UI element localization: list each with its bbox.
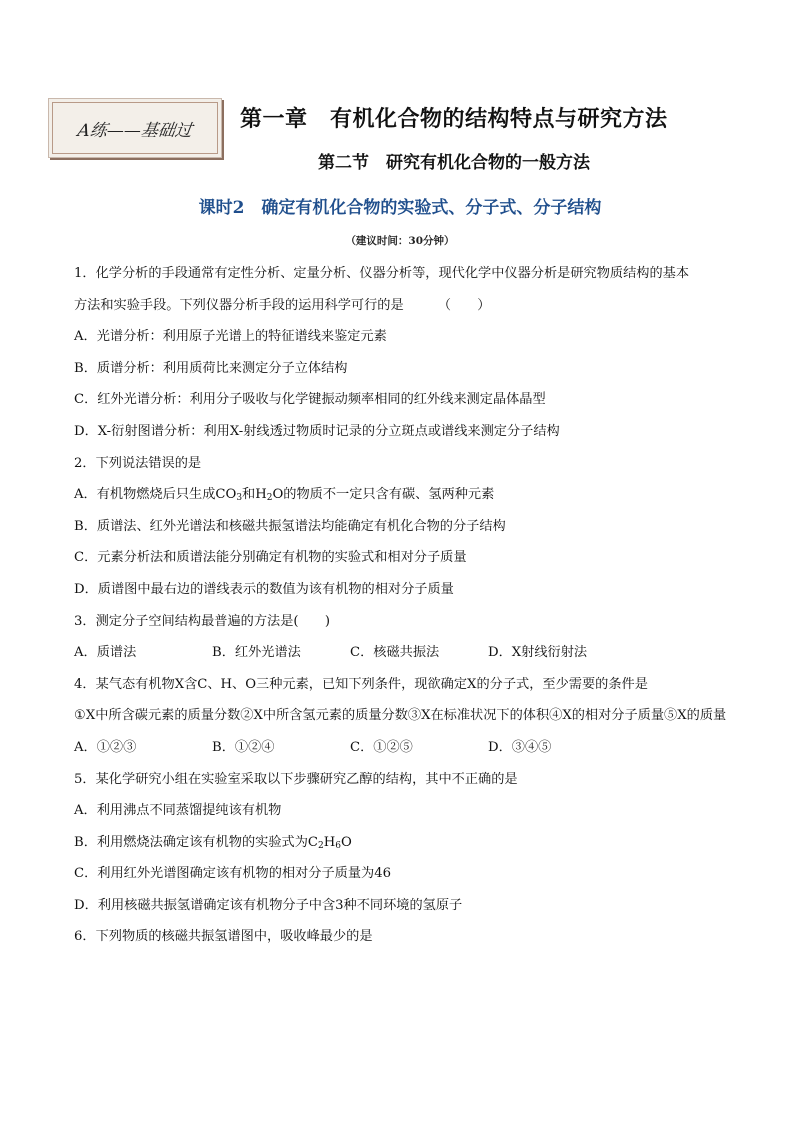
question-3-option-c: C．核磁共振法 [350,645,440,661]
question-1 [74,258,730,448]
q2a-pre: A．有机物燃烧后只生成CO [74,487,237,503]
question-5-option-d: D．利用核磁共振氢谱确定该有机物分子中含3种不同环境的氢原子 [74,897,463,913]
q5b-sub-1: 2 [317,840,324,851]
question-3-option-a: A．质谱法 [74,645,137,661]
question-5-option-c: C．利用红外光谱图确定该有机物的相对分子质量为46 [74,866,391,882]
question-1-option-d: D．X-衍射图谱分析：利用X-射线透过物质时记录的分立斑点或谱线来测定分子结构 [74,423,560,439]
q2a-sub-1: 3 [236,493,243,504]
question-3 [74,606,730,669]
question-4-options [74,732,730,764]
question-3-option-b: B．红外光谱法 [212,645,301,661]
question-5 [74,764,730,922]
question-4-option-c: C．①②⑤ [350,739,413,755]
answer-blank: （ ） [437,297,491,313]
question-1-stem-line-2-text: 方法和实验手段。下列仪器分析手段的运用科学可行的是 [74,297,404,313]
question-4 [74,669,730,764]
question-4-option-d: D．③④⑤ [488,739,552,755]
exercise-badge [48,98,222,158]
question-5-option-a: A．利用沸点不同蒸馏提纯该有机物 [74,803,282,819]
q5b-pre: B．利用燃烧法确定该有机物的实验式为C [74,834,318,850]
question-4-stem: 4．某气态有机物X含C、H、O三种元素，已知下列条件，现欲确定X的分子式，至少需要的条件是 [74,676,648,692]
q5b-sub-2: 6 [335,840,341,851]
question-5-option-b [74,827,730,859]
q5b-post: O [340,834,352,850]
question-6-stem: 6．下列物质的核磁共振氢谱图中，吸收峰最少的是 [74,929,373,945]
q5b-mid: H [323,834,336,850]
question-2-stem: 2．下列说法错误的是 [74,455,202,471]
question-1-option-a: A．光谱分析：利用原子光谱上的特征谱线来鉴定元素 [74,329,387,345]
question-2-option-b: B．质谱法、红外光谱法和核磁共振氢谱法均能确定有机化合物的分子结构 [74,518,506,534]
question-5-stem: 5．某化学研究小组在实验室采取以下步骤研究乙醇的结构，其中不正确的是 [74,771,518,787]
question-3-option-d: D．X射线衍射法 [488,645,588,661]
question-6 [74,921,730,953]
question-4-conditions: ①X中所含碳元素的质量分数②X中所含氢元素的质量分数③X在标准状况下的体积④X的相对分子质量⑤X的质量 [74,708,727,724]
section-title: 第二节 研究有机化合物的一般方法 [318,153,590,173]
time-note: （建议时间：30分钟） [345,235,455,247]
question-3-stem: 3．测定分子空间结构最普遍的方法是( ) [74,613,331,629]
question-3-options [74,637,730,669]
question-4-option-a: A．①②③ [74,739,137,755]
question-1-option-b: B．质谱分析：利用质荷比来测定分子立体结构 [74,360,348,376]
chapter-title: 第一章 有机化合物的结构特点与研究方法 [240,107,668,132]
question-1-option-c: C．红外光谱分析：利用分子吸收与化学键振动频率相同的红外线来测定晶体晶型 [74,392,546,408]
q2a-sub-2: 2 [266,493,273,504]
badge-label: A练——基础过 [76,120,194,141]
question-1-stem-line-1: 1．化学分析的手段通常有定性分析、定量分析、仪器分析等，现代化学中仪器分析是研究物质结构的基本 [74,266,690,281]
question-list [74,258,730,953]
lesson-title: 课时2 确定有机化合物的实验式、分子式、分子结构 [198,198,602,218]
question-2 [74,448,730,606]
question-1-stem-line-2 [74,290,730,322]
question-2-option-c: C．元素分析法和质谱法能分别确定有机物的实验式和相对分子质量 [74,550,467,566]
question-2-option-a [74,479,730,511]
question-2-option-d: D．质谱图中最右边的谱线表示的数值为该有机物的相对分子质量 [74,581,454,597]
q2a-post: O的物质不一定只含有碳、氢两种元素 [272,487,495,503]
question-4-option-b: B．①②④ [212,739,275,755]
q2a-mid: 和H [242,487,267,503]
